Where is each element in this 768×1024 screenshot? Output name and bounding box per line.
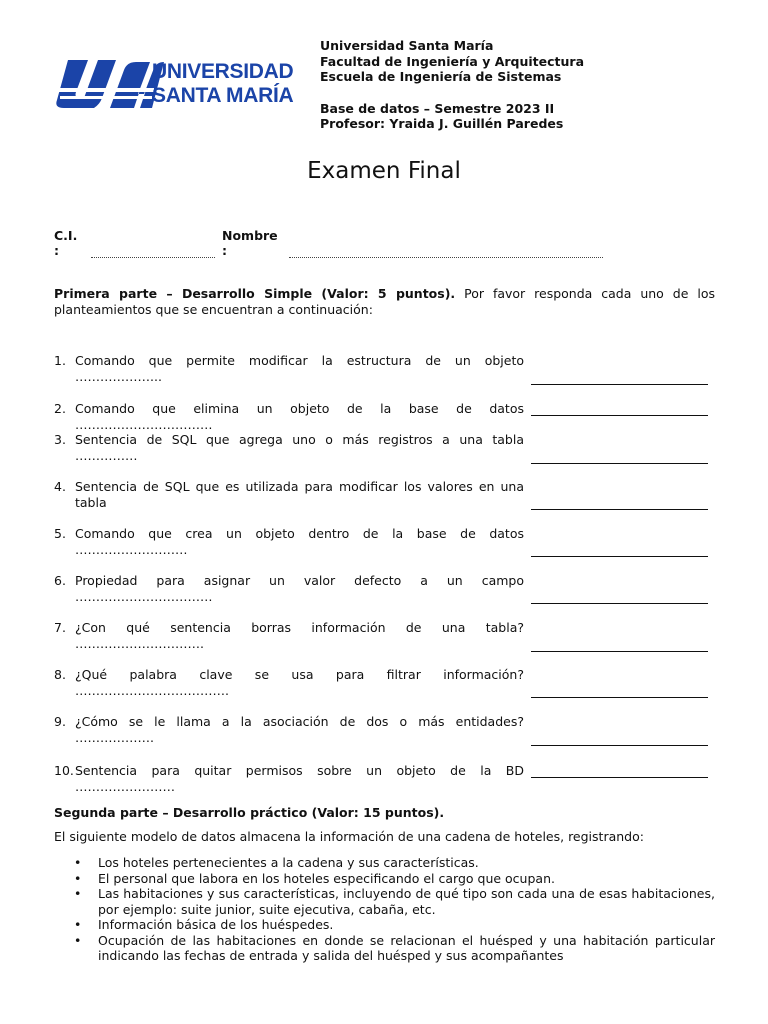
question-number: 2. <box>54 401 66 416</box>
question-item <box>54 353 524 385</box>
question-dots: ………………... <box>75 369 162 384</box>
question-item <box>54 667 524 699</box>
question-item <box>54 432 524 464</box>
answer-line[interactable] <box>531 777 708 778</box>
list-item <box>54 933 715 964</box>
question-text: Comando que crea un objeto dentro de la base de datos <box>75 526 524 541</box>
question-number: 10. <box>54 763 74 778</box>
faculty-name: Facultad de Ingeniería y Arquitectura <box>320 53 585 69</box>
question-number: 1. <box>54 353 66 368</box>
bullet-icon: • <box>74 932 82 948</box>
question-item <box>54 763 524 795</box>
answer-line[interactable] <box>531 745 708 746</box>
question-number: 9. <box>54 714 66 729</box>
list-item <box>54 917 715 933</box>
ci-label <box>54 228 77 258</box>
answer-line[interactable] <box>531 384 708 385</box>
ci-colon: : <box>54 243 59 258</box>
course-info: Base de datos – Semestre 2023 II <box>320 100 555 116</box>
question-text: Propiedad para asignar un valor defecto a un campo <box>75 573 524 588</box>
list-item <box>54 886 715 917</box>
logo-line-1: UNIVERSIDAD <box>152 60 294 83</box>
question-text: ¿Con qué sentencia borras información de una tabla? <box>75 620 524 635</box>
question-dots: …………………………… <box>75 589 213 604</box>
question-text: Sentencia de SQL que agrega uno o más registros a una tabla <box>75 432 524 447</box>
question-number: 4. <box>54 479 66 494</box>
header-info <box>320 38 584 132</box>
answer-line[interactable] <box>531 697 708 698</box>
question-text: ¿Cómo se le llama a la asociación de dos o más entidades? <box>75 714 524 729</box>
bullet-icon: • <box>74 917 82 932</box>
ci-label-text: C.I. <box>54 228 78 243</box>
question-item <box>54 479 524 511</box>
bullet-icon: • <box>74 886 82 901</box>
question-number: 5. <box>54 526 66 541</box>
school-name: Escuela de Ingeniería de Sistemas <box>320 69 562 84</box>
question-dots: ………………. <box>75 730 154 745</box>
question-text: ¿Qué palabra clave se usa para filtrar información? <box>75 667 524 682</box>
question-text: Comando que elimina un objeto de la base de datos …………………………… <box>75 401 524 432</box>
part1-instructions: Por favor responda cada uno de los planteamientos que se encuentran a continuación: <box>54 286 715 317</box>
professor-info: Profesor: Yraida J. Guillén Paredes <box>320 116 564 131</box>
page-title: Examen Final <box>307 158 461 184</box>
list-item-text: Las habitaciones y sus características, incluyendo de qué tipo son cada una de esas habitaciones, por ejemplo: suite junior, suite ejecutiva, cabaña, etc. <box>98 886 715 917</box>
question-item <box>54 714 524 746</box>
question-item <box>54 620 524 652</box>
name-label-text: Nombre <box>222 228 278 243</box>
name-colon: : <box>222 243 227 258</box>
list-item-text: El personal que labora en los hoteles especificando el cargo que ocupan. <box>98 870 555 886</box>
question-item <box>54 401 524 433</box>
list-item-text: Ocupación de las habitaciones en donde se relacionan el huésped y una habitación particular indicando las fechas de entrada y salida del huésped y sus acompañantes <box>98 932 715 963</box>
question-dots: …………………………. <box>75 636 204 651</box>
part2-heading: Segunda parte – Desarrollo práctico (Valor: 15 puntos). <box>54 805 445 820</box>
question-number: 3. <box>54 432 66 447</box>
list-item <box>54 855 715 871</box>
question-item <box>54 573 524 605</box>
answer-line[interactable] <box>531 509 708 510</box>
answer-line[interactable] <box>531 651 708 652</box>
list-item-text: Información básica de los huéspedes. <box>98 917 334 932</box>
logo-line-2: SANTA MARÍA <box>152 84 294 107</box>
question-text: Sentencia para quitar permisos sobre un objeto de la BD …………………… <box>75 763 524 794</box>
question-text: Sentencia de SQL que es utilizada para modificar los valores en una <box>75 479 524 494</box>
question-number: 8. <box>54 667 66 682</box>
question-number: 6. <box>54 573 66 588</box>
list-item-text: Los hoteles pertenecientes a la cadena y sus características. <box>98 855 479 870</box>
bullet-icon: • <box>74 870 82 886</box>
question-dots: ………………………………. <box>75 683 229 698</box>
spacer <box>320 85 584 101</box>
question-dots: …………… <box>75 448 138 463</box>
university-name: Universidad Santa María <box>320 38 494 53</box>
question-text: Comando que permite modificar la estructura de un objeto <box>75 353 524 368</box>
question-item <box>54 526 524 558</box>
ci-input-line[interactable] <box>91 257 215 258</box>
part2-intro: El siguiente modelo de datos almacena la información de una cadena de hoteles, registrando: <box>54 829 644 844</box>
question-number: 7. <box>54 620 66 635</box>
part1-heading: Primera parte – Desarrollo Simple (Valor: 5 puntos). <box>54 286 456 301</box>
name-input-line[interactable] <box>289 257 603 258</box>
answer-line[interactable] <box>531 463 708 464</box>
answer-line[interactable] <box>531 556 708 557</box>
question-continuation: tabla <box>75 495 107 510</box>
list-item <box>54 871 715 887</box>
bullet-icon: • <box>74 855 82 870</box>
name-label <box>222 228 278 258</box>
requirements-list <box>54 855 715 964</box>
answer-line[interactable] <box>531 603 708 604</box>
part1-paragraph <box>54 286 715 318</box>
logo-wordmark <box>152 60 293 108</box>
answer-line[interactable] <box>531 415 708 416</box>
question-dots: ……………………… <box>75 542 188 557</box>
